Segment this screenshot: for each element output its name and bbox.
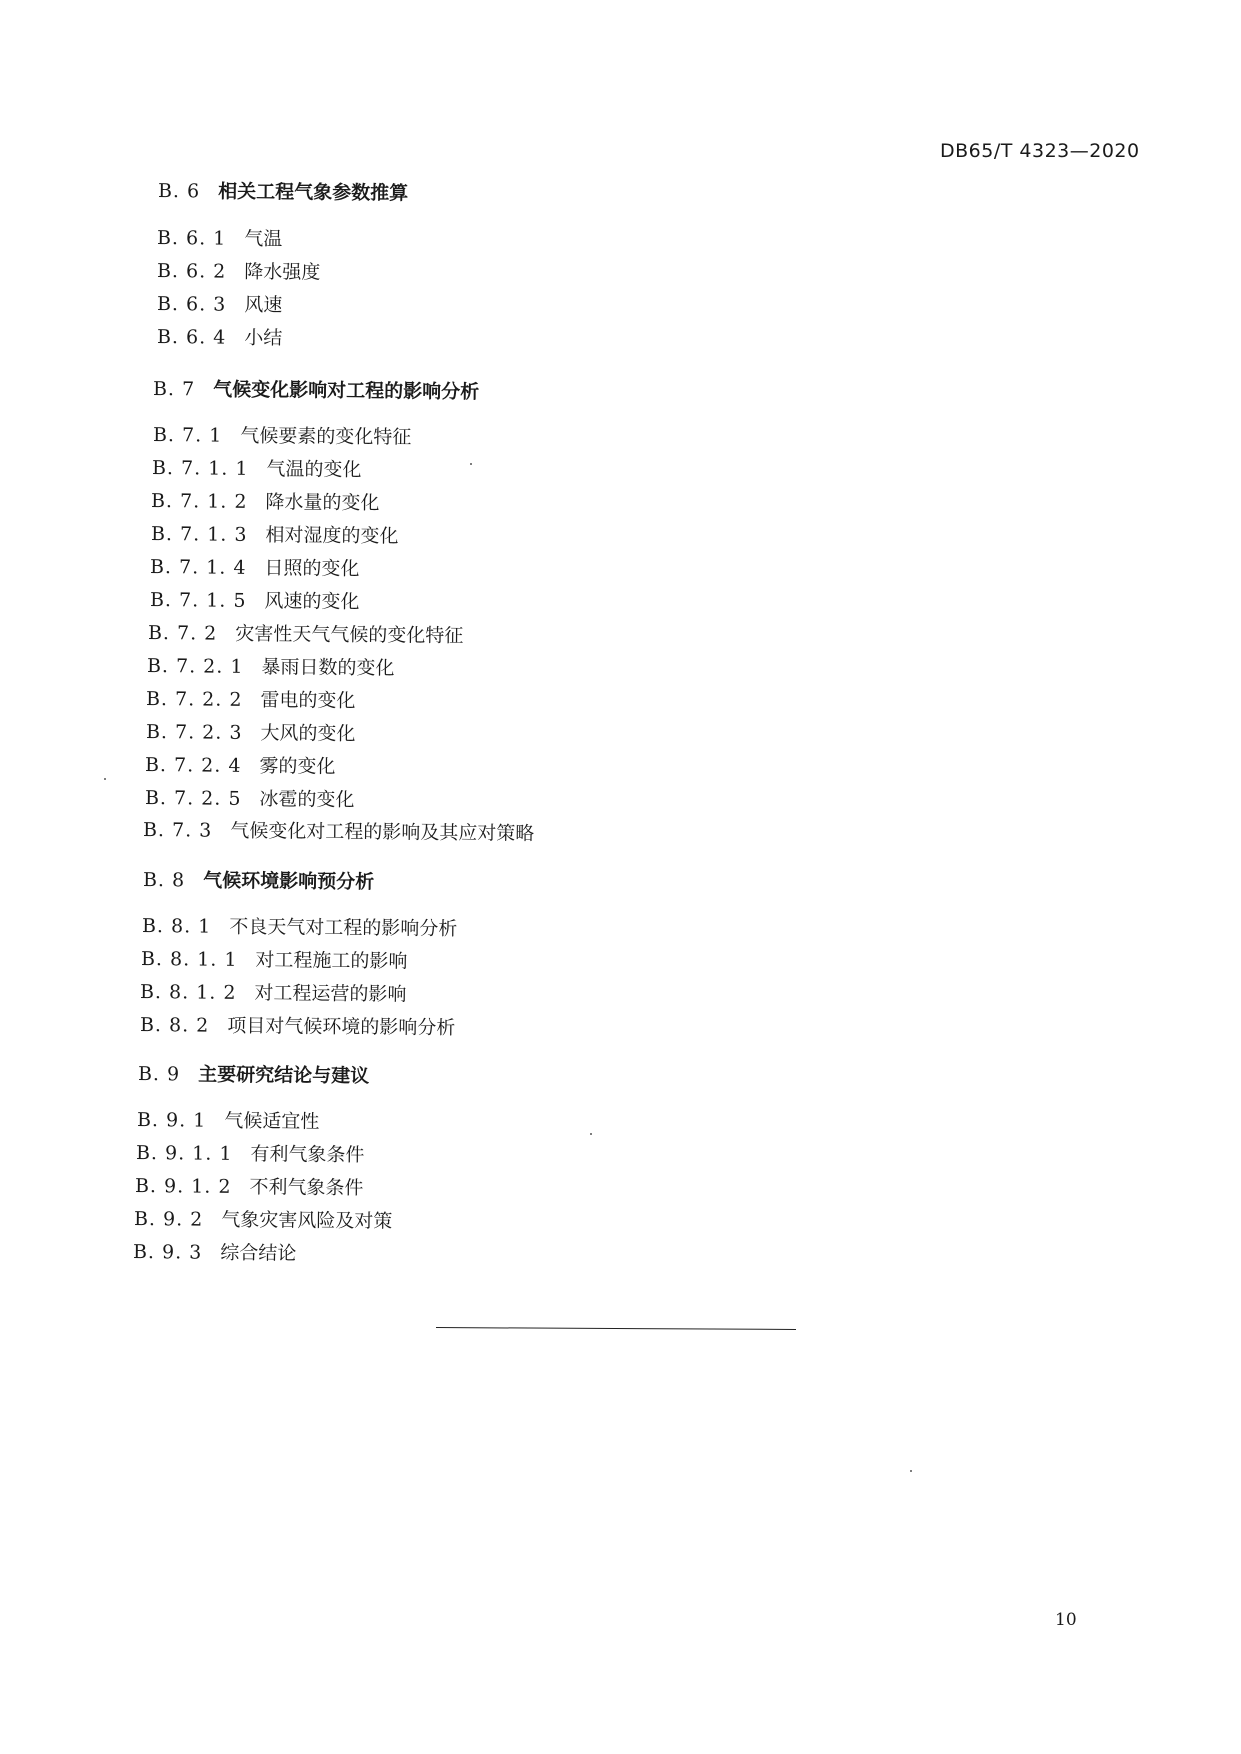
toc-number: B. 8: [142, 869, 186, 892]
toc-title: 相关工程气象参数推算: [218, 180, 409, 205]
toc-item: [137, 1108, 320, 1134]
toc-title: 暴雨日数的变化: [261, 656, 395, 680]
toc-number: B. 6: [157, 180, 201, 203]
toc-number: B. 9. 2: [133, 1208, 204, 1231]
toc-item: [145, 786, 355, 812]
toc-item: [153, 423, 412, 449]
toc-number: B. 9. 1. 2: [134, 1175, 232, 1198]
toc-item: [145, 753, 336, 779]
toc-number: B. 6. 1: [156, 227, 227, 250]
toc-number: B. 9: [137, 1063, 181, 1086]
toc-title: 降水量的变化: [265, 491, 380, 515]
scan-speck: [470, 463, 472, 465]
toc-number: B. 8. 1. 2: [139, 981, 237, 1004]
toc-item: [152, 456, 362, 482]
toc-item: [142, 914, 458, 941]
toc-section-b7: [153, 377, 479, 404]
toc-item: [146, 720, 356, 746]
toc-number: B. 7. 3: [142, 819, 213, 842]
toc-number: B. 6. 4: [156, 326, 227, 349]
toc-number: B. 9. 3: [132, 1241, 203, 1264]
toc-title: 气温: [244, 227, 283, 251]
toc-number: B. 7. 1. 3: [150, 523, 248, 546]
toc-title: 相对湿度的变化: [265, 524, 399, 548]
toc-number: B. 7. 2. 2: [145, 688, 243, 711]
toc-title: 气温的变化: [266, 458, 362, 482]
toc-title: 降水强度: [244, 260, 321, 284]
toc-item: [147, 654, 395, 680]
document-id: DB65/T 4323—2020: [940, 140, 1140, 162]
toc-item: [157, 325, 283, 350]
toc-number: B. 9. 1. 1: [135, 1142, 233, 1165]
toc-number: B. 7. 1. 1: [151, 457, 249, 480]
toc-title: 综合结论: [220, 1241, 297, 1265]
toc-title: 气象灾害风险及对策: [221, 1208, 393, 1233]
toc-number: B. 8. 2: [139, 1014, 210, 1037]
toc-item: [140, 1013, 456, 1040]
toc-item: [135, 1174, 364, 1200]
toc-item: [133, 1240, 297, 1266]
toc-title: 不利气象条件: [249, 1176, 364, 1200]
toc-title: 日照的变化: [264, 557, 360, 581]
toc-number: B. 7. 2. 3: [145, 721, 243, 744]
toc-title: 气候适宜性: [224, 1109, 320, 1133]
toc-item: [157, 226, 283, 251]
toc-item: [150, 555, 360, 581]
toc-item: [136, 1141, 365, 1167]
toc-number: B. 7. 2. 5: [144, 787, 242, 810]
scan-speck: [104, 778, 106, 780]
toc-item: [140, 980, 407, 1007]
toc-item: [143, 818, 535, 846]
toc-number: B. 7. 1: [152, 424, 223, 447]
toc-title: 大风的变化: [260, 722, 356, 746]
toc-number: B. 7: [152, 378, 196, 401]
scan-speck: [910, 1470, 912, 1472]
toc-item: [151, 522, 399, 548]
toc-title: 对工程施工的影响: [255, 949, 408, 973]
toc-item: [146, 687, 356, 713]
toc-title: 冰雹的变化: [259, 788, 355, 812]
toc-item: [151, 489, 380, 515]
toc-number: B. 7. 2. 1: [146, 655, 244, 678]
toc-title: 项目对气候环境的影响分析: [227, 1014, 456, 1040]
page-number: 10: [1055, 1610, 1077, 1630]
toc-number: B. 8. 1: [141, 915, 212, 938]
toc-number: B. 7. 2. 4: [144, 754, 242, 777]
toc-title: 灾害性天气气候的变化特征: [235, 622, 464, 648]
toc-item: [150, 588, 360, 614]
toc-title: 气候环境影响预分析: [203, 869, 375, 894]
toc-title: 雷电的变化: [260, 689, 356, 713]
toc-title: 气候变化影响对工程的影响分析: [213, 378, 480, 404]
toc-section-b9: [138, 1062, 369, 1088]
toc-title: 风速: [244, 293, 283, 317]
toc-title: 不良天气对工程的影响分析: [229, 915, 458, 941]
toc-title: 对工程运营的影响: [254, 982, 407, 1006]
toc-number: B. 7. 1. 4: [149, 556, 247, 579]
toc-section-b8: [143, 868, 374, 894]
toc-number: B. 6. 2: [156, 260, 227, 283]
toc-title: 有利气象条件: [250, 1143, 365, 1167]
toc-title: 雾的变化: [259, 755, 336, 778]
toc-title: 小结: [244, 326, 283, 350]
toc-number: B. 9. 1: [136, 1109, 207, 1132]
toc-title: 气候要素的变化特征: [240, 424, 412, 449]
toc-item: [141, 947, 408, 974]
toc-item: [148, 621, 464, 648]
toc-number: B. 8. 1. 1: [140, 948, 238, 971]
toc-section-b6: [158, 179, 408, 205]
toc-number: B. 6. 3: [156, 293, 227, 316]
toc-title: 风速的变化: [264, 590, 360, 614]
scan-speck: [590, 1133, 592, 1135]
toc-item: [157, 259, 321, 285]
toc-number: B. 7. 2: [147, 622, 218, 645]
toc-item: [157, 292, 283, 317]
toc-number: B. 7. 1. 2: [150, 490, 248, 513]
toc-item: [134, 1207, 393, 1233]
toc-number: B. 7. 1. 5: [149, 589, 247, 612]
toc-title: 气候变化对工程的影响及其应对策略: [230, 819, 535, 845]
toc-title: 主要研究结论与建议: [198, 1063, 370, 1088]
